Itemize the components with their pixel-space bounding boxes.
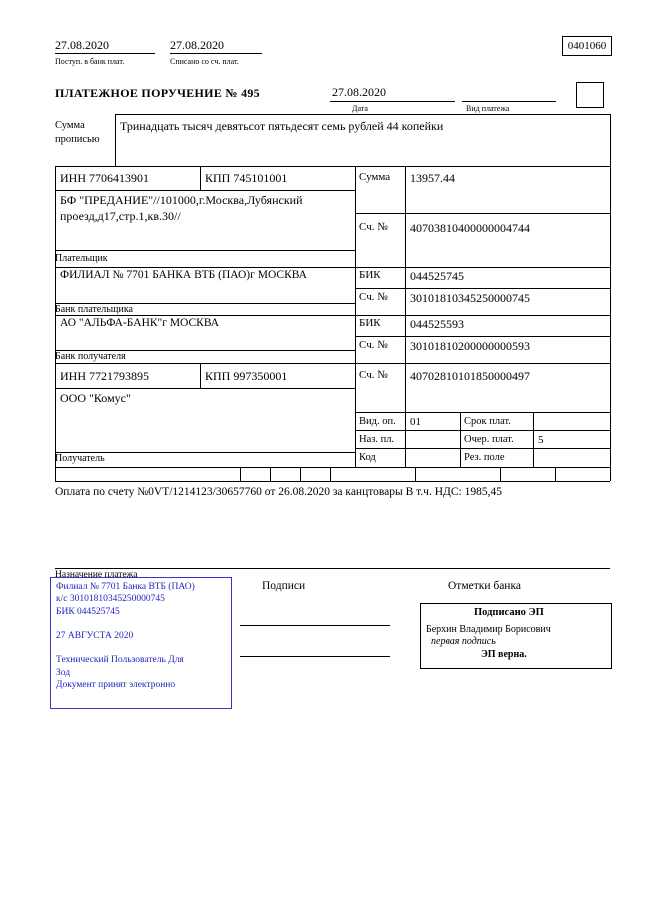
payee-bank-bik: 044525593: [410, 317, 464, 331]
payee-name: ООО "Комус": [60, 391, 131, 405]
table-border: [405, 166, 406, 467]
amount-words-value: Тринадцать тысяч девятьсот пятьдесят семь рублей 44 копейки: [120, 119, 444, 133]
table-border: [55, 190, 355, 191]
stamp-line: Технический Пользователь Для: [56, 655, 184, 666]
payment-type-box: [576, 82, 604, 108]
table-border: [55, 267, 610, 268]
divider-line: [462, 101, 556, 102]
stamp-line: 27 АВГУСТА 2020: [56, 631, 134, 642]
term-label: Срок плат.: [464, 416, 511, 427]
stamp-line: Документ принят электронно: [56, 680, 176, 691]
table-border: [55, 250, 355, 251]
date-label: Дата: [352, 104, 368, 113]
stamp-line: БИК 044525745: [56, 606, 120, 617]
table-border: [555, 467, 556, 481]
table-border: [355, 412, 610, 413]
payer-bank-bik-label: БИК: [359, 269, 381, 281]
payee-bank-label: Банк получателя: [55, 351, 126, 362]
table-border: [460, 412, 461, 467]
op-type-label: Вид. оп.: [359, 416, 396, 427]
table-border: [355, 213, 610, 214]
stamp-line: Зод: [56, 667, 71, 678]
table-border: [355, 336, 610, 337]
payer-account-value: 40703810400000004744: [410, 221, 530, 235]
received-date: 27.08.2020: [55, 38, 109, 52]
electronic-signature-stamp: [420, 603, 612, 669]
signatures-label: Подписи: [262, 580, 306, 592]
payee-label: Получатель: [55, 453, 105, 464]
amount-words-label: Сумма прописью: [55, 120, 100, 145]
stamp-line: к/с 30101810345250000745: [56, 594, 165, 605]
ep-title: Подписано ЭП: [474, 607, 544, 618]
table-border: [200, 166, 201, 190]
reserve-field-label: Рез. поле: [464, 452, 505, 463]
table-border: [55, 388, 355, 389]
form-code: 0401060: [567, 40, 607, 52]
document-title: ПЛАТЕЖНОЕ ПОРУЧЕНИЕ № 495: [55, 86, 260, 100]
table-border: [200, 363, 201, 388]
payee-bank-acc-label: Сч. №: [359, 339, 388, 351]
payer-kpp: КПП 745101001: [205, 171, 288, 185]
payer-account-label: Сч. №: [359, 221, 388, 233]
divider-line: [170, 53, 262, 54]
payer-label: Плательщик: [55, 253, 108, 264]
table-border: [55, 166, 56, 481]
purpose-code-label: Наз. пл.: [359, 434, 395, 445]
table-border: [300, 467, 301, 481]
table-border: [270, 467, 271, 481]
payer-name: БФ "ПРЕДАНИЕ"//101000,г.Москва,Лубянский проезд,д17,стр.1,кв.30//: [60, 193, 303, 223]
table-border: [55, 166, 610, 167]
code-label: Код: [359, 452, 376, 463]
table-border: [355, 430, 610, 431]
table-border: [240, 467, 241, 481]
payee-kpp: КПП 997350001: [205, 369, 288, 383]
purpose-label: Назначение платежа: [55, 570, 138, 580]
payee-inn: ИНН 7721793895: [60, 369, 149, 383]
table-border: [115, 114, 610, 115]
payee-bank-account: 30101810200000000593: [410, 339, 530, 353]
received-date-label: Поступ. в банк плат.: [55, 57, 125, 66]
payer-bank-label: Банк плательщика: [55, 304, 133, 315]
purpose-text: Оплата по счету №0VT/1214123/30657760 от 26.08.2020 за канцтовары В т.ч. НДС: 1985,45: [55, 486, 502, 498]
table-border: [55, 481, 610, 482]
table-border: [55, 467, 610, 468]
payer-bank-account: 30101810345250000745: [410, 291, 530, 305]
debited-date-label: Списано со сч. плат.: [170, 57, 239, 66]
divider-line: [55, 53, 155, 54]
signature-line: [240, 656, 390, 657]
payer-bank-acc-label: Сч. №: [359, 291, 388, 303]
form-code-box: [562, 36, 612, 56]
sum-label: Сумма: [359, 171, 391, 183]
table-border: [415, 467, 416, 481]
bank-marks-label: Отметки банка: [448, 580, 521, 592]
table-border: [355, 448, 610, 449]
payment-type-label: Вид платежа: [466, 104, 510, 113]
bank-electronic-stamp: [50, 577, 232, 709]
ep-signature-role: первая подпись: [431, 635, 496, 647]
payee-bank-bik-label: БИК: [359, 317, 381, 329]
payee-acc-label: Сч. №: [359, 369, 388, 381]
table-border: [330, 467, 331, 481]
payee-account: 40702810101850000497: [410, 369, 530, 383]
table-border: [610, 114, 611, 481]
table-border: [55, 315, 610, 316]
table-border: [355, 166, 356, 467]
divider-line: [55, 568, 610, 569]
signature-line: [240, 625, 390, 626]
payer-inn: ИНН 7706413901: [60, 171, 149, 185]
payer-bank-name: ФИЛИАЛ № 7701 БАНКА ВТБ (ПАО)г МОСКВА: [60, 269, 307, 281]
table-border: [115, 114, 116, 166]
priority-value: 5: [538, 434, 544, 446]
document-date: 27.08.2020: [332, 85, 386, 99]
table-border: [355, 288, 610, 289]
ep-verified-text: ЭП верна.: [481, 648, 527, 660]
op-type-value: 01: [410, 416, 421, 428]
table-border: [500, 467, 501, 481]
table-border: [533, 412, 534, 467]
stamp-line: Филиал № 7701 Банка ВТБ (ПАО): [56, 582, 195, 592]
debited-date: 27.08.2020: [170, 38, 224, 52]
priority-label: Очер. плат.: [464, 434, 514, 445]
payer-bank-bik: 044525745: [410, 269, 464, 283]
table-border: [55, 363, 610, 364]
ep-signer-name: Берхин Владимир Борисович: [426, 623, 551, 635]
payee-bank-name: АО "АЛЬФА-БАНК"г МОСКВА: [60, 317, 220, 329]
divider-line: [330, 101, 455, 102]
sum-value: 13957.44: [410, 171, 455, 185]
